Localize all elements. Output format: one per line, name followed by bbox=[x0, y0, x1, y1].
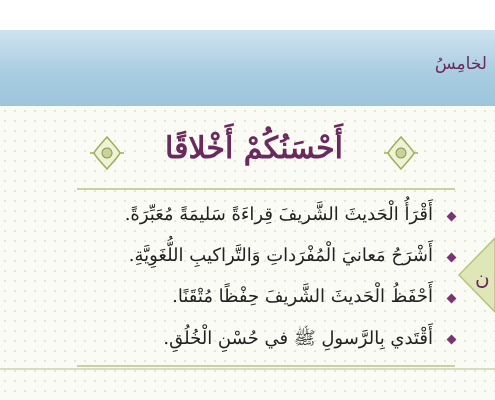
objectives-list bbox=[77, 188, 455, 367]
objective-item bbox=[95, 286, 455, 316]
side-badge bbox=[455, 230, 495, 320]
objective-text: أَشْرَحُ مَعانيَ الْمُفْرَداتِ وَالتَّراكيبِ اللُّغَوِيَّةِ. bbox=[128, 245, 433, 266]
objective-text: أَحْفَظُ الْحَديثَ الشَّريفَ حِفْظًا مُتْقَنًا. bbox=[172, 286, 433, 307]
diamond-bullet-icon bbox=[447, 335, 457, 345]
objective-item bbox=[95, 204, 455, 234]
side-badge-label: ن bbox=[475, 266, 490, 290]
header-band bbox=[0, 30, 495, 106]
ornament-right-icon bbox=[384, 133, 418, 173]
unit-label: لخامِسُ bbox=[434, 54, 487, 74]
lesson-title-block bbox=[84, 125, 424, 185]
lesson-title: أَحْسَنُكُمْ أَخْلاقًا bbox=[165, 131, 343, 166]
objective-text: أَقْرَأُ الْحَديثَ الشَّريفَ قِراءَةً سَليمَةً مُعَبِّرَةً. bbox=[124, 204, 433, 225]
objective-item bbox=[95, 245, 455, 275]
objective-text: أَقْتَدي بِالرَّسولِ ﷺ في حُسْنِ الْخُلُقِ. bbox=[163, 328, 433, 349]
top-blank-area bbox=[0, 0, 495, 30]
objective-item bbox=[95, 327, 455, 357]
diamond-bullet-icon bbox=[447, 212, 457, 222]
bottom-divider bbox=[0, 368, 495, 370]
